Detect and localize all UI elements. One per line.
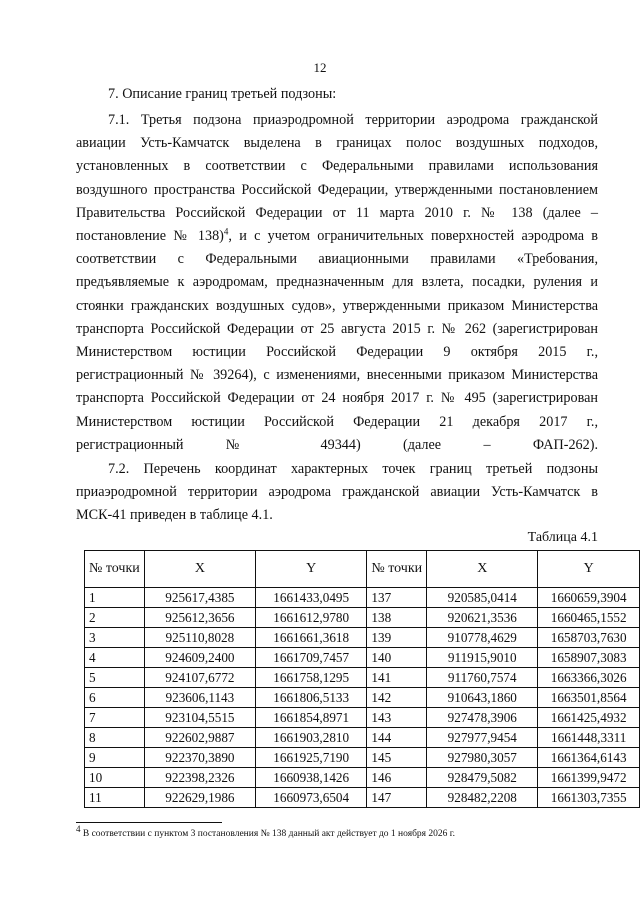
- text-line: [76, 225, 598, 248]
- point-number-cell: 5: [85, 668, 145, 688]
- point-number-cell: 3: [85, 628, 145, 648]
- text-fragment: постановление № 138): [76, 228, 224, 245]
- text-line: Министерством юстиции Российской Федерации 9 октября 2015 г.,: [76, 344, 598, 361]
- point-number-cell: 140: [367, 648, 427, 668]
- table-row: [85, 768, 640, 788]
- x-coordinate-cell: 910778,4629: [427, 628, 538, 648]
- x-coordinate-cell: 920621,3536: [427, 608, 538, 628]
- text-line: авиации Усть-Камчатск выделена в границах полос воздушных подходов,: [76, 135, 598, 152]
- text-line: воздушного пространства Российской Федерации, утвержденными постановлением: [76, 181, 598, 198]
- y-coordinate-cell: 1658703,7630: [538, 628, 640, 648]
- point-number-cell: 141: [367, 668, 427, 688]
- point-number-cell: 138: [367, 608, 427, 628]
- footnote-text: В соответствии с пунктом 3 постановления № 138 данный акт действует до 1 ноября 2026 г.: [82, 829, 455, 840]
- y-coordinate-cell: 1661709,7457: [256, 648, 367, 668]
- table-row: [85, 728, 640, 748]
- footnote-marker: 4: [223, 226, 229, 237]
- x-coordinate-cell: 927977,9454: [427, 728, 538, 748]
- text-line: регистрационный № 39264), с изменениями, внесенными приказом Министерства: [76, 367, 598, 384]
- y-coordinate-cell: 1661758,1295: [256, 668, 367, 688]
- y-coordinate-cell: 1661925,7190: [256, 748, 367, 768]
- point-number-cell: 146: [367, 768, 427, 788]
- text-line: 7.2. Перечень координат характерных точек границ третьей подзоны: [108, 461, 598, 477]
- point-number-cell: 1: [85, 588, 145, 608]
- y-coordinate-cell: 1661661,3618: [256, 628, 367, 648]
- table-header-row: [85, 551, 640, 588]
- point-number-cell: 9: [85, 748, 145, 768]
- y-coordinate-cell: 1661854,8971: [256, 708, 367, 728]
- y-coordinate-cell: 1660938,1426: [256, 768, 367, 788]
- header-x: X: [427, 551, 538, 588]
- point-number-cell: 11: [85, 788, 145, 808]
- point-number-cell: 145: [367, 748, 427, 768]
- x-coordinate-cell: 911915,9010: [427, 648, 538, 668]
- x-coordinate-cell: 924609,2400: [144, 648, 255, 668]
- paragraph-7-1: [76, 109, 598, 457]
- y-coordinate-cell: 1661448,3311: [538, 728, 640, 748]
- y-coordinate-cell: 1661399,9472: [538, 768, 640, 788]
- table-row: [85, 588, 640, 608]
- y-coordinate-cell: 1663501,8564: [538, 688, 640, 708]
- y-coordinate-cell: 1661303,7355: [538, 788, 640, 808]
- text-line: Министерством юстиции Российской Федерации 21 декабря 2017 г.,: [76, 413, 598, 430]
- header-x: X: [144, 551, 255, 588]
- x-coordinate-cell: 922602,9887: [144, 728, 255, 748]
- text-line: МСК-41 приведен в таблице 4.1.: [76, 507, 273, 524]
- text-line: 7.1. Третья подзона приаэродромной территории аэродрома гражданской: [108, 112, 598, 128]
- table-row: [85, 608, 640, 628]
- point-number-cell: 4: [85, 648, 145, 668]
- x-coordinate-cell: 925110,8028: [144, 628, 255, 648]
- text-line: транспорта Российской Федерации от 25 августа 2015 г. № 262 (зарегистрирован: [76, 320, 598, 337]
- point-number-cell: 10: [85, 768, 145, 788]
- x-coordinate-cell: 925617,4385: [144, 588, 255, 608]
- x-coordinate-cell: 927980,3057: [427, 748, 538, 768]
- y-coordinate-cell: 1660659,3904: [538, 588, 640, 608]
- text-line: предъявляемые к аэродромам, предназначенным для взлета, посадки, руления и: [76, 274, 598, 291]
- x-coordinate-cell: 925612,3656: [144, 608, 255, 628]
- footnote: [76, 824, 455, 840]
- header-point-number: № точки: [367, 551, 427, 588]
- point-number-cell: 147: [367, 788, 427, 808]
- point-number-cell: 6: [85, 688, 145, 708]
- x-coordinate-cell: 911760,7574: [427, 668, 538, 688]
- y-coordinate-cell: 1661806,5133: [256, 688, 367, 708]
- x-coordinate-cell: 922370,3890: [144, 748, 255, 768]
- table-caption: Таблица 4.1: [527, 530, 598, 545]
- text-line: приаэродромной территории аэродрома гражданской авиации Усть-Камчатск в: [76, 484, 598, 501]
- y-coordinate-cell: 1661612,9780: [256, 608, 367, 628]
- page-number: 12: [313, 60, 327, 75]
- text-line: регистрационный № 49344) (далее – ФАП-262).: [76, 436, 598, 453]
- y-coordinate-cell: 1660465,1552: [538, 608, 640, 628]
- x-coordinate-cell: 922398,2326: [144, 768, 255, 788]
- x-coordinate-cell: 920585,0414: [427, 588, 538, 608]
- x-coordinate-cell: 922629,1986: [144, 788, 255, 808]
- table-row: [85, 628, 640, 648]
- x-coordinate-cell: 928482,2208: [427, 788, 538, 808]
- y-coordinate-cell: 1661364,6143: [538, 748, 640, 768]
- header-point-number: № точки: [85, 551, 145, 588]
- y-coordinate-cell: 1661433,0495: [256, 588, 367, 608]
- y-coordinate-cell: 1663366,3026: [538, 668, 640, 688]
- x-coordinate-cell: 928479,5082: [427, 768, 538, 788]
- text-line: установленных в соответствии с Федеральными правилами использования: [76, 158, 598, 175]
- table-row: [85, 648, 640, 668]
- section-heading: 7. Описание границ третьей подзоны:: [108, 86, 337, 102]
- table-row: [85, 748, 640, 768]
- point-number-cell: 2: [85, 608, 145, 628]
- point-number-cell: 142: [367, 688, 427, 708]
- x-coordinate-cell: 924107,6772: [144, 668, 255, 688]
- text-line: транспорта Российской Федерации от 24 ноября 2017 г. № 495 (зарегистрирован: [76, 390, 598, 407]
- header-y: Y: [256, 551, 367, 588]
- table-row: [85, 688, 640, 708]
- point-number-cell: 7: [85, 708, 145, 728]
- x-coordinate-cell: 927478,3906: [427, 708, 538, 728]
- table-row: [85, 788, 640, 808]
- x-coordinate-cell: 923606,1143: [144, 688, 255, 708]
- text-fragment: , и с учетом ограничительных поверхностей аэродрома в: [228, 228, 599, 245]
- y-coordinate-cell: 1660973,6504: [256, 788, 367, 808]
- header-y: Y: [538, 551, 640, 588]
- text-line: соответствии с Федеральными авиационными правилами «Требования,: [76, 251, 598, 268]
- paragraph-7-2: [76, 458, 598, 528]
- x-coordinate-cell: 923104,5515: [144, 708, 255, 728]
- coordinates-table: [84, 550, 640, 808]
- point-number-cell: 137: [367, 588, 427, 608]
- point-number-cell: 139: [367, 628, 427, 648]
- table-body: [85, 588, 640, 808]
- footnote-divider: [76, 822, 222, 823]
- text-line: Правительства Российской Федерации от 11 марта 2010 г. № 138 (далее –: [76, 204, 598, 221]
- point-number-cell: 144: [367, 728, 427, 748]
- point-number-cell: 8: [85, 728, 145, 748]
- y-coordinate-cell: 1661425,4932: [538, 708, 640, 728]
- footnote-number: 4: [76, 824, 81, 834]
- point-number-cell: 143: [367, 708, 427, 728]
- table-row: [85, 708, 640, 728]
- text-line: стоянки гражданских воздушных судов», утвержденными приказом Министерства: [76, 297, 598, 314]
- table-row: [85, 668, 640, 688]
- x-coordinate-cell: 910643,1860: [427, 688, 538, 708]
- y-coordinate-cell: 1661903,2810: [256, 728, 367, 748]
- y-coordinate-cell: 1658907,3083: [538, 648, 640, 668]
